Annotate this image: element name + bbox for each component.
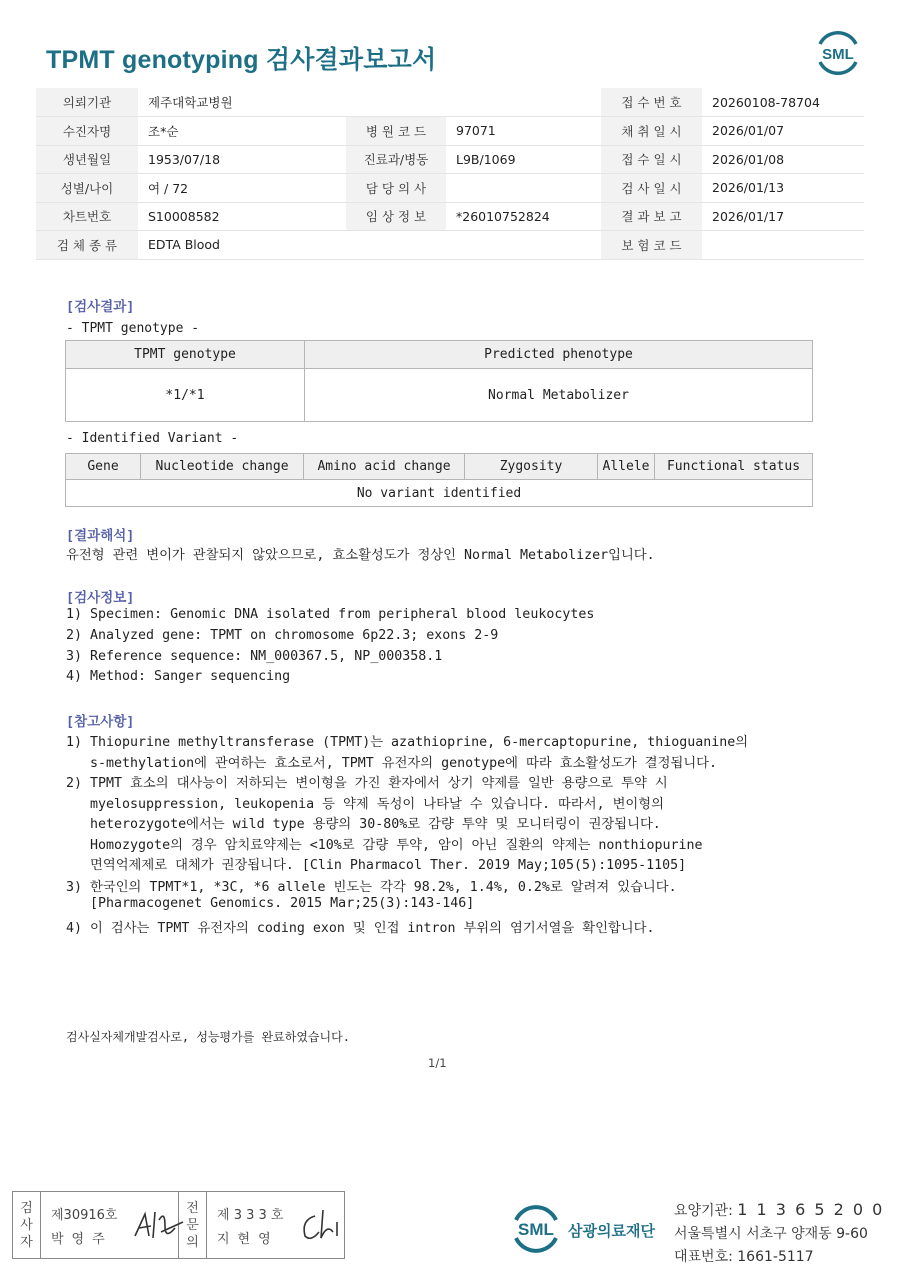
hospital-value: 제주대학교병원 [138, 88, 601, 117]
report-title: TPMT genotyping 검사결과보고서 [46, 46, 437, 74]
table-header-row [66, 454, 813, 480]
dept-label: 진료과/병동 [346, 145, 446, 174]
receipt-date-label: 접 수 일 시 [601, 145, 702, 174]
info-row [36, 231, 864, 260]
notes-line: 면역억제제로 대체가 권장됩니다. [Clin Pharmacol Ther. 2019 May;105(5):1095-1105] [66, 858, 687, 873]
foundation-name: 삼광의료재단 [568, 1222, 655, 1240]
page-number: 1/1 [428, 1056, 447, 1070]
sex-age-value: 여 / 72 [138, 174, 346, 203]
care-code-label: 요양기관: [674, 1203, 738, 1219]
interpretation-text: 유전형 관련 변이가 관찰되지 않았으므로, 효소활성도가 정상인 Normal Metabolizer입니다. [66, 548, 655, 563]
genotype-heading: - TPMT genotype - [66, 321, 200, 336]
specimen-label: 검 체 종 류 [36, 231, 138, 260]
examiner-label [13, 1192, 41, 1258]
examiner-cell [41, 1192, 179, 1258]
variant-header-nucleotide: Nucleotide change [141, 454, 304, 480]
sex-age-label: 성별/나이 [36, 174, 138, 203]
receipt-date-value: 2026/01/08 [702, 145, 864, 174]
hospital-code-label: 병 원 코 드 [346, 117, 446, 146]
notes-section-title: [참고사항] [66, 714, 135, 730]
table-header-row [66, 341, 813, 369]
notes-line: 4) 이 검사는 TPMT 유전자의 coding exon 및 인접 intron 부위의 염기서열을 확인합니다. [66, 921, 655, 936]
genotype-value: *1/*1 [66, 369, 305, 422]
notes-line: 3) 한국인의 TPMT*1, *3C, *6 allele 빈도는 각각 98.2%, 1.4%, 0.2%로 알려져 있습니다. [66, 880, 677, 895]
notes-line: 1) Thiopurine methyltransferase (TPMT)는 azathioprine, 6-mercaptopurine, thioguanine의 [66, 735, 749, 750]
notes-line: Homozygote의 경우 암치료약제는 <10%로 감량 투약, 암이 아닌 질환의 약제는 nonthiopurine [66, 838, 703, 853]
receipt-no-label: 접 수 번 호 [601, 88, 702, 117]
examiner-label-char: 자 [20, 1234, 33, 1250]
variant-table [65, 453, 813, 507]
phone-line [674, 1246, 814, 1266]
test-info-line: 4) Method: Sanger sequencing [66, 669, 291, 684]
hospital-code-value: 97071 [446, 117, 601, 146]
info-row [36, 117, 864, 146]
care-code-value: 1 1 3 6 5 2 0 0 [737, 1200, 885, 1219]
phone-label: 대표번호: [674, 1249, 738, 1265]
phone-value: 1661-5117 [737, 1249, 814, 1265]
info-row [36, 202, 864, 231]
insurance-value [702, 231, 864, 260]
test-info-line: 2) Analyzed gene: TPMT on chromosome 6p22.3; exons 2-9 [66, 628, 499, 643]
collect-date-label: 채 취 일 시 [601, 117, 702, 146]
chart-label: 차트번호 [36, 202, 138, 231]
birth-label: 생년월일 [36, 145, 138, 174]
chart-value: S10008582 [138, 202, 346, 231]
examiner-signature-icon [131, 1206, 191, 1246]
examiner-license: 제30916호 [51, 1208, 118, 1223]
name-value: 조*순 [138, 117, 346, 146]
phenotype-header: Predicted phenotype [305, 341, 813, 369]
genotype-header: TPMT genotype [66, 341, 305, 369]
table-row [66, 369, 813, 422]
variant-header-zygosity: Zygosity [465, 454, 598, 480]
clinical-label: 임 상 정 보 [346, 202, 446, 231]
clinical-value: *26010752824 [446, 202, 601, 231]
examiner-label-char: 검 [20, 1200, 33, 1216]
test-date-label: 검 사 일 시 [601, 174, 702, 203]
specialist-label-char: 문 [186, 1217, 199, 1233]
doctor-value [446, 174, 601, 203]
collect-date-value: 2026/01/07 [702, 117, 864, 146]
notes-line: 2) TPMT 효소의 대사능이 저하되는 변이형을 가진 환자에서 상기 약제를 일반 용량으로 투약 시 [66, 776, 668, 791]
sml-footer-logo [508, 1198, 564, 1258]
info-row [36, 174, 864, 203]
name-label: 수진자명 [36, 117, 138, 146]
patient-info-table [36, 88, 864, 260]
receipt-no-value: 20260108-78704 [702, 88, 864, 117]
test-info-line: 1) Specimen: Genomic DNA isolated from peripheral blood leukocytes [66, 607, 595, 622]
variant-header-gene: Gene [66, 454, 141, 480]
test-info-line: 3) Reference sequence: NM_000367.5, NP_000358.1 [66, 649, 443, 664]
phenotype-value: Normal Metabolizer [305, 369, 813, 422]
report-date-value: 2026/01/17 [702, 202, 864, 231]
specialist-label-char: 의 [186, 1234, 199, 1250]
notes-line: myelosuppression, leukopenia 등 약제 독성이 나타날 수 있습니다. 따라서, 변이형의 [66, 797, 664, 812]
variant-header-amino-acid: Amino acid change [304, 454, 465, 480]
results-section-title: [검사결과] [66, 299, 135, 315]
insurance-label: 보 험 코 드 [601, 231, 702, 260]
care-code-line [674, 1200, 884, 1220]
sml-logo [810, 28, 866, 78]
specialist-cell [207, 1192, 344, 1258]
variant-header-allele: Allele [598, 454, 655, 480]
notes-line: s-methylation에 관여하는 효소로서, TPMT 유전자의 genotype에 따라 효소활성도가 결정됩니다. [66, 756, 718, 771]
specialist-signature-icon [297, 1206, 357, 1246]
sml-logo-text: SML [822, 46, 854, 63]
info-row [36, 145, 864, 174]
doctor-label: 담 당 의 사 [346, 174, 446, 203]
birth-value: 1953/07/18 [138, 145, 346, 174]
variant-none: No variant identified [66, 480, 813, 507]
interpretation-section-title: [결과해석] [66, 528, 135, 544]
test-date-value: 2026/01/13 [702, 174, 864, 203]
examiner-name: 박영주 [51, 1232, 113, 1247]
specialist-name: 지현영 [217, 1232, 279, 1247]
table-row [66, 480, 813, 507]
notes-line: [Pharmacogenet Genomics. 2015 Mar;25(3):143-146] [66, 896, 475, 911]
specimen-value: EDTA Blood [138, 231, 601, 260]
hospital-label: 의뢰기관 [36, 88, 138, 117]
signature-box [12, 1191, 345, 1259]
variant-header-functional: Functional status [655, 454, 813, 480]
genotype-table [65, 340, 813, 422]
specialist-license: 제 3 3 3 호 [217, 1208, 284, 1223]
address: 서울특별시 서초구 양재동 9-60 [674, 1226, 868, 1242]
sml-footer-logo-text: SML [518, 1220, 554, 1239]
specialist-label-char: 전 [186, 1200, 199, 1216]
test-info-section-title: [검사정보] [66, 590, 135, 606]
dept-value: L9B/1069 [446, 145, 601, 174]
report-date-label: 결 과 보 고 [601, 202, 702, 231]
validation-note: 검사실자체개발검사로, 성능평가를 완료하였습니다. [66, 1030, 350, 1044]
info-row [36, 88, 864, 117]
variant-heading: - Identified Variant - [66, 431, 239, 446]
examiner-label-char: 사 [20, 1217, 33, 1233]
notes-line: heterozygote에서는 wild type 용량의 30-80%로 감량 투약 및 모니터링이 권장됩니다. [66, 817, 661, 832]
